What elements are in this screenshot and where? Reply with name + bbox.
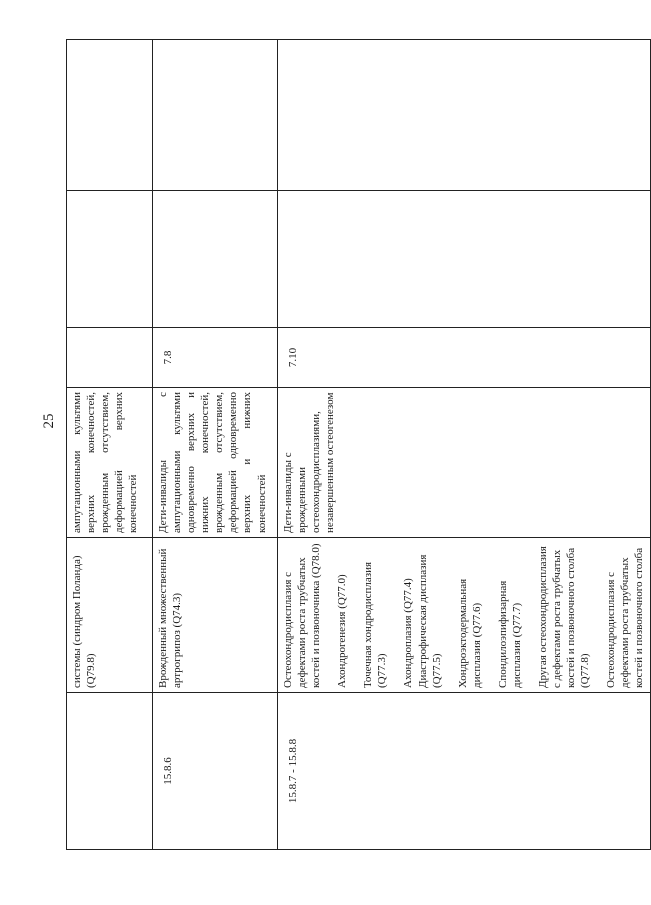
number-cell xyxy=(67,328,153,388)
disease-cell xyxy=(278,538,651,693)
disease-item: Точечная хондродисплазия (Q77.3) xyxy=(362,561,389,688)
table-row xyxy=(67,40,153,850)
number-cell: 7.10 xyxy=(278,328,651,388)
category-cell: Дети-инвалиды с врожденными остеохондродисплазиями, незавершенным остеогенезом xyxy=(278,388,651,538)
disease-cell: системы (синдром Поланда) (Q79.8) xyxy=(67,538,153,693)
rotated-table-sheet xyxy=(66,40,646,850)
disease-item: Остеохондродисплазия с дефектами роста трубчатых костей и позвоночного столба xyxy=(605,547,646,688)
disease-cell: Врожденный множественный артрогрипоз (Q74.3) xyxy=(153,538,278,693)
disease-item: Другая остеохондродисплазия с дефектами роста трубчатых костей и позвоночного столба (Q77.8) xyxy=(537,546,592,688)
disease-item: Ахондроплазия (Q77.4) xyxy=(402,578,415,688)
number-cell: 7.8 xyxy=(153,328,278,388)
code-cell: 15.8.6 xyxy=(153,693,278,850)
disease-list xyxy=(281,542,647,688)
empty-cell xyxy=(278,191,651,328)
disease-item: Спондилоэпифизарная дисплазия (Q77.7) xyxy=(496,580,523,688)
disease-item: Остеохондродисплазия с дефектами роста трубчатых костей и позвоночника (Q78.0) xyxy=(282,543,323,688)
table-row xyxy=(153,40,278,850)
category-cell: ампутационными культями верхних конечностей, врожденным отсутствием, деформацией верхних конечностей xyxy=(67,388,153,538)
empty-cell xyxy=(153,40,278,191)
classification-table xyxy=(66,39,651,850)
empty-cell xyxy=(153,191,278,328)
empty-cell xyxy=(67,40,153,191)
page-number: 25 xyxy=(41,413,57,429)
disease-item: Хондроэктодермальная дисплазия (Q77.6) xyxy=(456,578,483,688)
code-cell xyxy=(67,693,153,850)
disease-item: Диастрофическая дисплазия (Q77.5) xyxy=(416,554,443,688)
empty-cell xyxy=(67,191,153,328)
disease-item: Ахондрогенезия (Q77.0) xyxy=(336,574,349,688)
code-cell: 15.8.7 - 15.8.8 xyxy=(278,693,651,850)
category-cell: Дети-инвалиды с ампутационными культями одновременно верхних и нижних конечностей, врожденным отсутствием, деформацией одновременно верхних и нижних конечностей xyxy=(153,388,278,538)
table-row xyxy=(278,40,651,850)
empty-cell xyxy=(278,40,651,191)
